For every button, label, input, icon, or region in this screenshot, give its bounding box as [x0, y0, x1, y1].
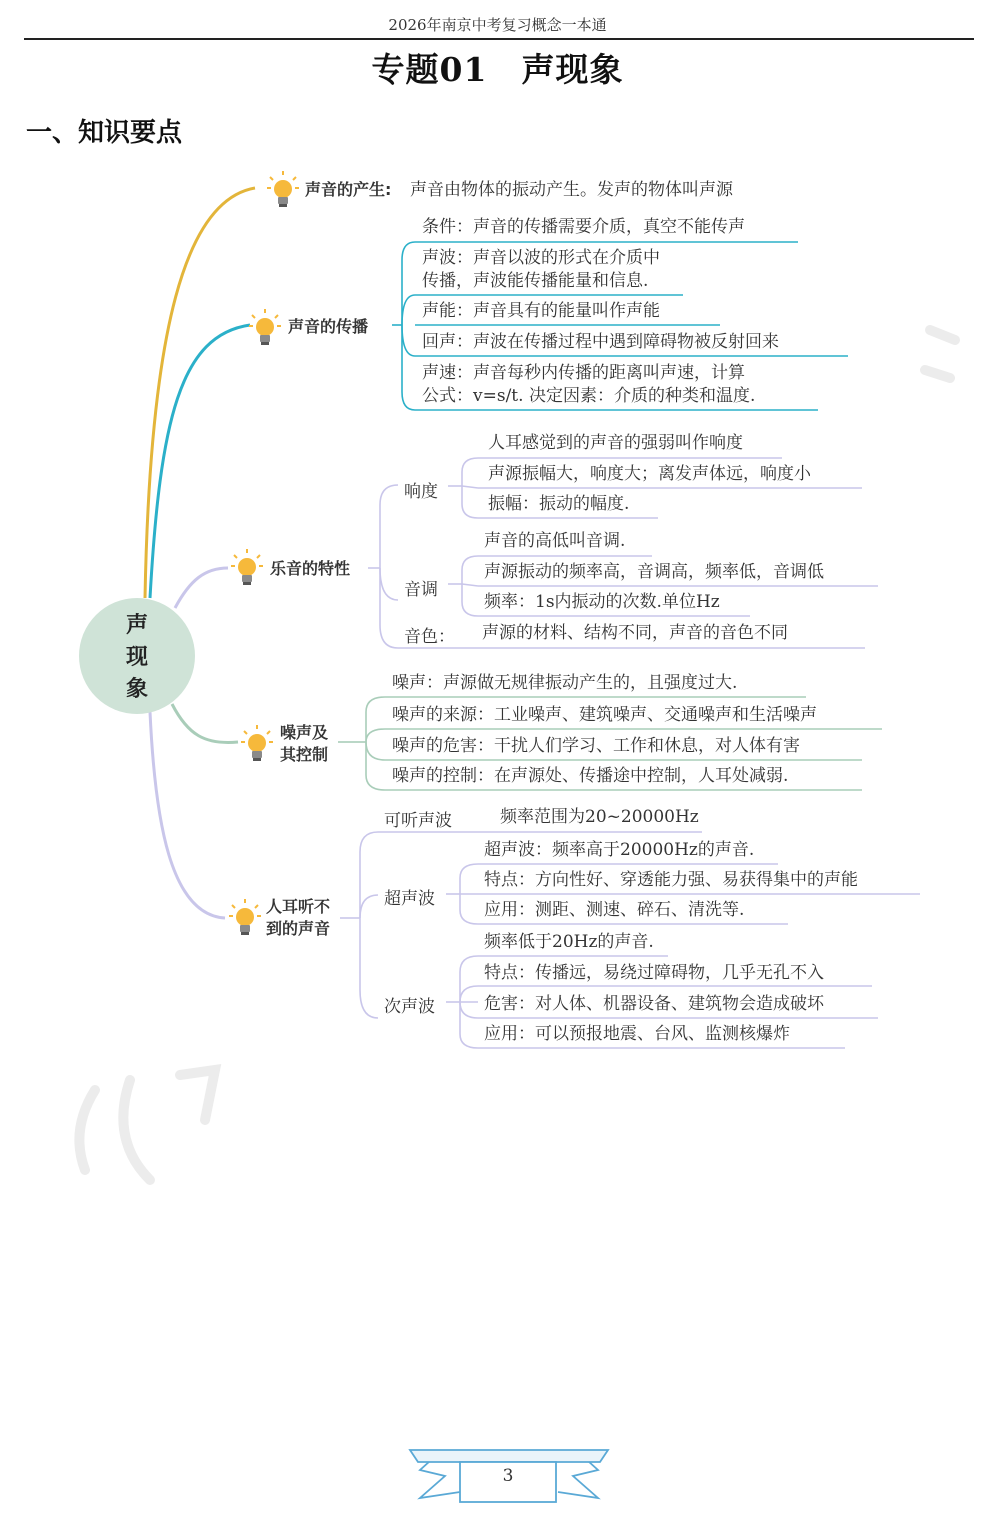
propagation-item: 声能：声音具有的能量叫作声能: [422, 301, 660, 321]
branch5-curve: [150, 712, 225, 918]
loudness-item: 人耳感觉到的声音的强弱叫作响度: [488, 433, 743, 453]
timbre-label: 音色：: [404, 627, 455, 647]
branch-inaudible-label: [266, 896, 330, 940]
audible-label: 可听声波: [384, 811, 452, 831]
branch-inaudible-label-line: 到的声音: [266, 919, 331, 938]
page-number: 3: [502, 1466, 514, 1486]
propagation-item: 声波：声音以波的形式在介质中: [422, 248, 660, 268]
noise-item: 噪声的来源：工业噪声、建筑噪声、交通噪声和生活噪声: [392, 705, 817, 725]
loudness-item: 振幅：振动的幅度.: [488, 494, 630, 514]
ultrasonic-item: 超声波：频率高于20000Hz的声音.: [484, 840, 755, 860]
pitch-item: 声音的高低叫音调.: [484, 531, 626, 551]
noise-item: 噪声的控制：在声源处、传播途中控制，人耳处减弱.: [392, 766, 789, 786]
branch-sound-production-text: 声音由物体的振动产生。发声的物体叫声源: [410, 180, 733, 200]
ultrasonic-label: 超声波: [384, 889, 435, 909]
loudness-label: 响度: [404, 482, 438, 502]
lightbulb-icon: [230, 548, 264, 588]
branch-noise-label-line: 噪声及: [280, 723, 329, 742]
loudness-item: 声源振幅大，响度大；离发声体远，响度小: [488, 464, 811, 484]
branch-musical-tone-label: 乐音的特性: [270, 559, 351, 578]
infrasonic-item: 频率低于20Hz的声音.: [484, 932, 654, 952]
propagation-item: 公式：v=s/t. 决定因素：介质的种类和温度.: [422, 386, 756, 406]
infrasonic-item: 特点：传播远，易绕过障碍物，几乎无孔不入: [484, 963, 824, 983]
lightbulb-icon: [248, 308, 282, 348]
propagation-item: 传播，声波能传播能量和信息.: [422, 271, 649, 291]
running-header: 2026年南京中考复习概念一本通: [388, 16, 607, 34]
center-char: 声: [125, 613, 148, 638]
timbre-text: 声源的材料、结构不同，声音的音色不同: [482, 623, 788, 643]
pitch-item: 频率：1s内振动的次数.单位Hz: [484, 592, 720, 612]
branch-inaudible-label-line: 人耳听不: [266, 897, 331, 916]
branch3-curve: [175, 568, 228, 608]
pitch-item: 声源振动的频率高，音调高，频率低，音调低: [484, 562, 824, 582]
infrasonic-label: 次声波: [384, 997, 435, 1017]
audible-text: 频率范围为20~20000Hz: [500, 807, 699, 827]
center-node: [79, 598, 195, 714]
center-char: 象: [125, 677, 148, 702]
infrasonic-item: 应用：可以预报地震、台风、监测核爆炸: [484, 1024, 790, 1044]
branch1-curve: [145, 188, 255, 598]
branch4-curve: [172, 704, 238, 743]
branch-noise-label: [280, 722, 328, 766]
infrasonic-item: 危害：对人体、机器设备、建筑物会造成破坏: [484, 994, 824, 1014]
page-title: 专题01 声现象: [371, 50, 624, 89]
lightbulb-icon: [240, 724, 274, 764]
noise-item: 噪声：声源做无规律振动产生的，且强度过大.: [392, 673, 738, 693]
propagation-item: 声速：声音每秒内传播的距离叫声速，计算: [422, 363, 745, 383]
section-heading: 一、知识要点: [26, 118, 183, 148]
pitch-label: 音调: [404, 580, 438, 600]
ultrasonic-item: 应用：测距、测速、碎石、清洗等.: [484, 900, 745, 920]
lightbulb-icon: [266, 170, 300, 210]
center-char: 现: [125, 645, 148, 670]
branch-noise-label-line: 其控制: [280, 745, 329, 764]
propagation-item: 回声：声波在传播过程中遇到障碍物被反射回来: [422, 332, 779, 352]
noise-item: 噪声的危害：干扰人们学习、工作和休息，对人体有害: [392, 736, 800, 756]
branch-sound-propagation-label: 声音的传播: [288, 317, 369, 336]
ultrasonic-item: 特点：方向性好、穿透能力强、易获得集中的声能: [484, 870, 858, 890]
lightbulb-icon: [228, 898, 262, 938]
propagation-item: 条件：声音的传播需要介质，真空不能传声: [422, 217, 745, 237]
branch-sound-production-label: 声音的产生:: [305, 180, 392, 199]
